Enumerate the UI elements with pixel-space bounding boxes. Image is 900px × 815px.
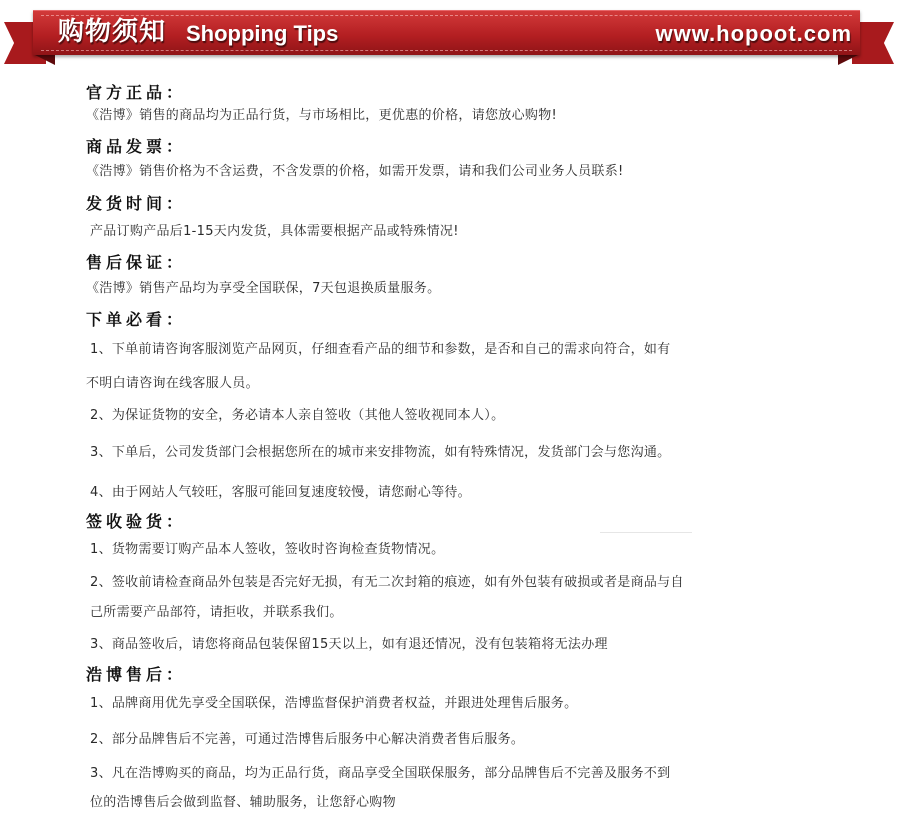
section-text-ordering-1: 1、下单前请咨询客服浏览产品网页，仔细查看产品的细节和参数，是否和自己的需求向符合，如有 xyxy=(90,342,671,357)
section-text-receipt-1: 1、货物需要订购产品本人签收，签收时咨询检查货物情况。 xyxy=(90,542,445,557)
section-heading-warranty: 售后保证： xyxy=(86,253,187,272)
section-text-warranty-1: 《浩博》销售产品均为享受全国联保，7天包退换质量服务。 xyxy=(86,281,441,296)
section-heading-genuine: 官方正品： xyxy=(86,83,187,102)
section-text-receipt-2: 2、签收前请检查商品外包装是否完好无损，有无二次封箱的痕迹，如有外包装有破损或者是商品与自 xyxy=(90,575,684,590)
section-heading-ordering: 下单必看： xyxy=(86,310,187,329)
section-heading-receipt: 签收验货： xyxy=(86,512,187,531)
banner-url: www.hopoot.com xyxy=(655,21,852,46)
divider xyxy=(600,532,692,533)
section-text-aftersales-3b: 位的浩博售后会做到监督、辅助服务，让您舒心购物 xyxy=(90,795,396,810)
section-text-receipt-3: 3、商品签收后，请您将商品包装保留15天以上，如有退还情况，没有包装箱将无法办理 xyxy=(90,637,608,652)
section-text-receipt-2b: 己所需要产品部符，请拒收，并联系我们。 xyxy=(90,605,343,620)
section-text-genuine-1: 《浩博》销售的商品均为正品行货，与市场相比，更优惠的价格，请您放心购物! xyxy=(86,108,558,123)
section-heading-aftersales: 浩博售后： xyxy=(86,665,187,684)
banner-subtitle: Shopping Tips xyxy=(186,21,339,46)
section-text-invoice-1: 《浩博》销售价格为不含运费，不含发票的价格，如需开发票，请和我们公司业务人员联系! xyxy=(86,164,624,179)
section-text-shipping-1: 产品订购产品后1-15天内发货，具体需要根据产品或特殊情况! xyxy=(90,224,459,239)
section-text-aftersales-2: 2、部分品牌售后不完善，可通过浩博售后服务中心解决消费者售后服务。 xyxy=(90,732,525,747)
section-heading-shipping: 发货时间： xyxy=(86,194,187,213)
banner-title: 购物须知 xyxy=(58,17,167,47)
section-text-ordering-3: 3、下单后，公司发货部门会根据您所在的城市来安排物流，如有特殊情况，发货部门会与您沟通。 xyxy=(90,445,671,460)
ribbon-fold-left xyxy=(33,54,55,65)
section-text-aftersales-1: 1、品牌商用优先享受全国联保，浩博监督保护消费者权益，并跟进处理售后服务。 xyxy=(90,696,578,711)
section-text-ordering-4: 4、由于网站人气较旺，客服可能回复速度较慢，请您耐心等待。 xyxy=(90,485,471,500)
ribbon-fold-right xyxy=(838,54,860,65)
section-heading-invoice: 商品发票： xyxy=(86,137,187,156)
section-text-ordering-2: 2、为保证货物的安全，务必请本人亲自签收（其他人签收视同本人）。 xyxy=(90,408,505,423)
section-text-ordering-1b: 不明白请咨询在线客服人员。 xyxy=(86,376,259,391)
section-text-aftersales-3: 3、凡在浩博购买的商品，均为正品行货，商品享受全国联保服务，部分品牌售后不完善及服务不到 xyxy=(90,766,671,781)
